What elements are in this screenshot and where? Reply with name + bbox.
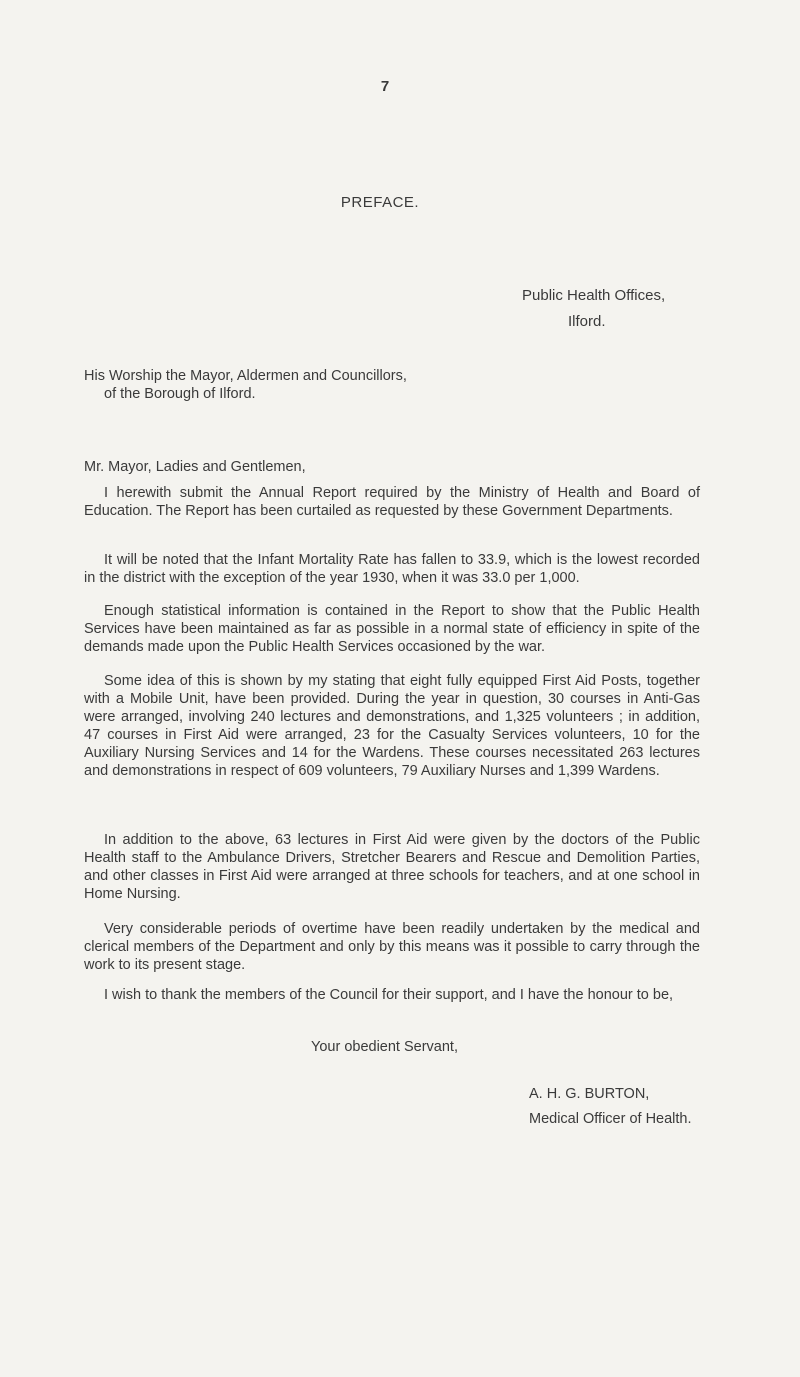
closing-line: Your obedient Servant,	[311, 1039, 458, 1055]
page-number: 7	[380, 78, 390, 95]
paragraph-report-submission: I herewith submit the Annual Report required by the Ministry of Health and Board of Education. The Report has been curtailed as requested by these Government Departments.	[84, 485, 700, 519]
addressee-block	[84, 367, 700, 403]
address-line-2: Ilford.	[568, 313, 606, 330]
paragraph-overtime: Very considerable periods of overtime have been readily undertaken by the medical and clerical members of the Department and only by this means was it possible to carry through the work to its present stage.	[84, 921, 700, 973]
paragraph-infant-mortality: It will be noted that the Infant Mortality Rate has fallen to 33.9, which is the lowest recorded in the district with the exception of the year 1930, when it was 33.0 per 1,000.	[84, 552, 700, 586]
paragraph-statistical-information: Enough statistical information is contained in the Report to show that the Public Health Services have been maintained as far as possible in a normal state of efficiency in spite of the demands made upon the Public Health Services occasioned by the war.	[84, 603, 700, 655]
paragraph-lectures: In addition to the above, 63 lectures in First Aid were given by the doctors of the Public Health staff to the Ambulance Drivers, Stretcher Bearers and Rescue and Demolition Parties, and other classes in First Aid were arranged at three schools for teachers, and at one school in Home Nursing.	[84, 832, 700, 902]
paragraph-first-aid-posts: Some idea of this is shown by my stating that eight fully equipped First Aid Posts, together with a Mobile Unit, have been provided. During the year in question, 30 courses in Anti-Gas were arranged, involving 240 lectures and demonstrations, and 1,325 volunteers ; in addition, 47 courses in First Aid were arranged, 23 for the Casualty Services volunteers, 10 for the Auxiliary Nursing Services and 14 for the Wardens. These courses necessitated 263 lectures and demonstrations in respect of 609 volunteers, 79 Auxiliary Nurses and 1,399 Wardens.	[84, 673, 700, 779]
paragraph-thanks: I wish to thank the members of the Council for their support, and I have the honour to be,	[104, 987, 674, 1003]
sender-address	[522, 283, 665, 335]
addressee-line-2: of the Borough of Ilford.	[104, 386, 256, 402]
address-line-1: Public Health Offices,	[522, 287, 666, 304]
signature-block	[529, 1082, 692, 1132]
salutation: Mr. Mayor, Ladies and Gentlemen,	[84, 459, 306, 475]
signatory-title: Medical Officer of Health.	[529, 1111, 692, 1127]
signatory-name: A. H. G. BURTON,	[529, 1086, 650, 1102]
page-title: PREFACE.	[340, 194, 420, 211]
addressee-line-1: His Worship the Mayor, Aldermen and Councillors,	[84, 368, 407, 384]
